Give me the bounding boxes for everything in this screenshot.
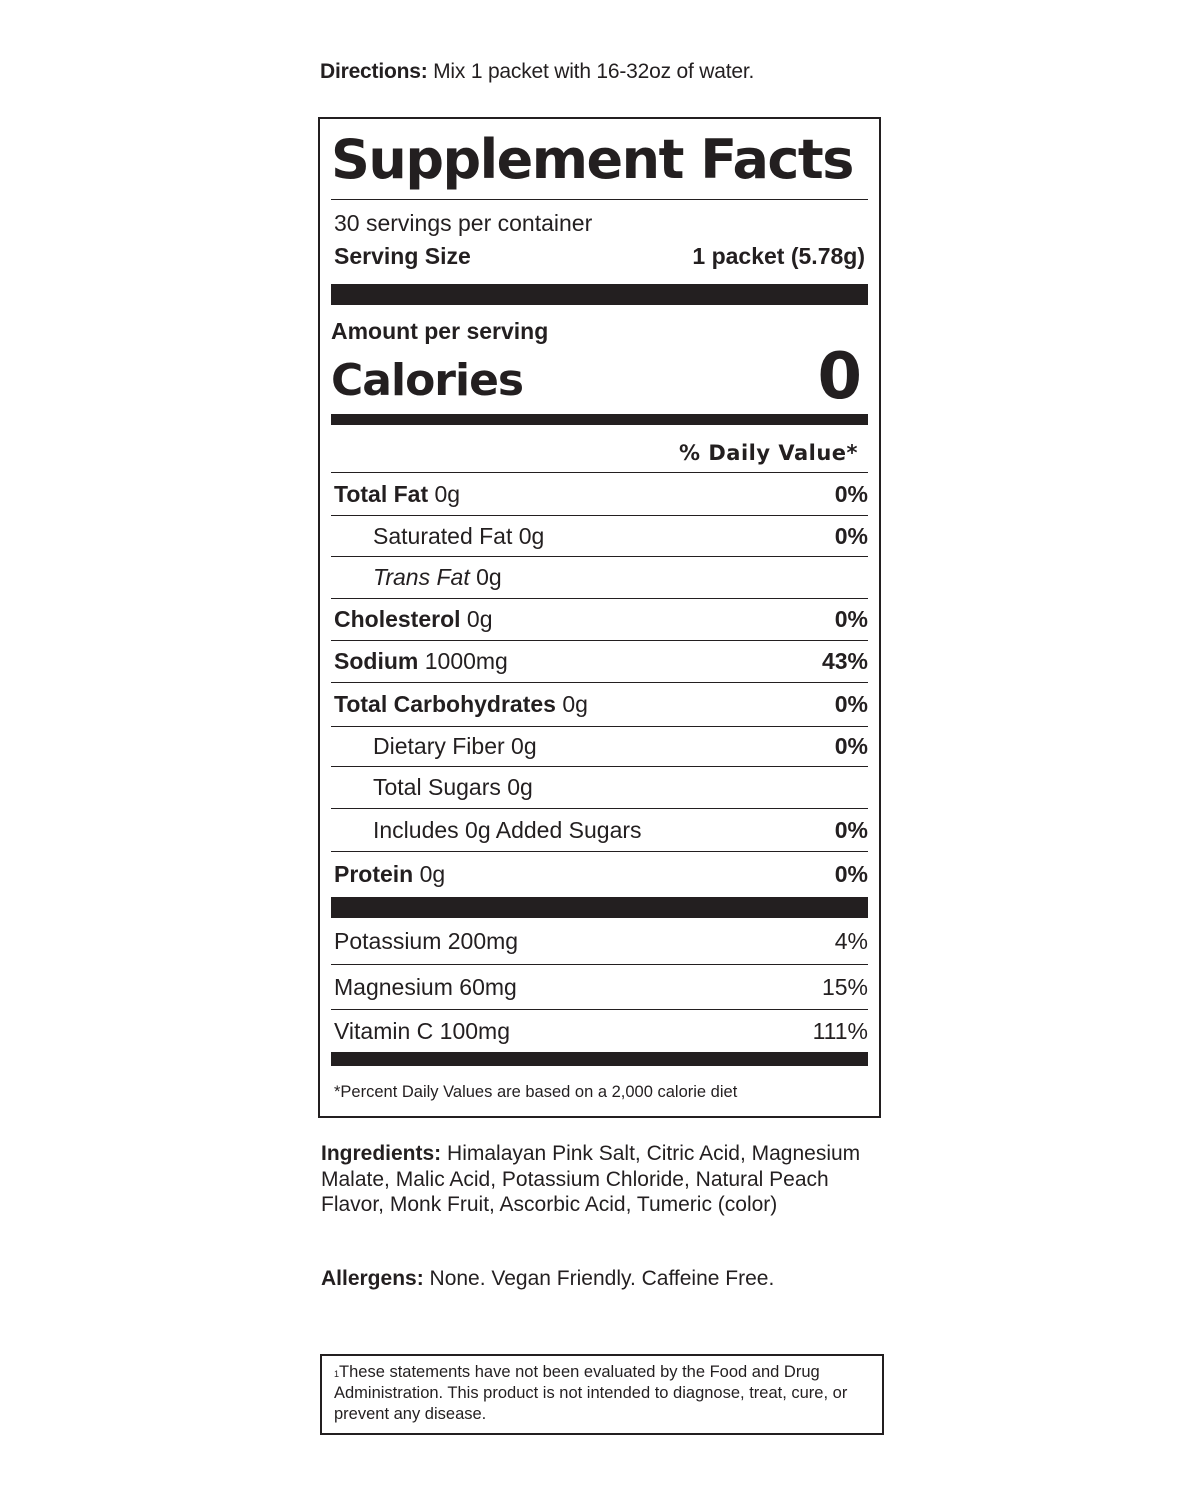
mineral-dv: 4%	[834, 927, 868, 954]
nutrient-dv: 0%	[834, 691, 868, 717]
nutrient-dv: 0%	[834, 480, 868, 507]
nutrient-name: Protein	[334, 861, 414, 887]
ingredients	[321, 1141, 861, 1218]
nutrient-row-protein	[331, 851, 868, 897]
nutrient-row-cholesterol	[331, 598, 868, 640]
divider	[331, 199, 868, 200]
nutrient-row-saturated-fat	[331, 515, 868, 556]
nutrient-name: Dietary Fiber	[373, 733, 505, 759]
nutrient-amount: 0g	[500, 774, 533, 800]
nutrient-name: Cholesterol	[334, 606, 461, 632]
nutrient-name: Saturated Fat	[373, 522, 513, 549]
directions	[320, 60, 754, 84]
nutrient-dv: 0%	[834, 816, 868, 843]
calories-value: 0	[817, 340, 862, 414]
nutrient-name: Sodium	[334, 648, 419, 674]
nutrient-row-sodium	[331, 640, 868, 682]
serving-size-label: Serving Size	[334, 243, 471, 269]
nutrient-row-dietary-fiber	[331, 726, 868, 766]
ingredients-text: Himalayan Pink Salt, Citric Acid, Magnesium Malate, Malic Acid, Potassium Chloride, Natural Peach Flavor, Monk Fruit, Ascorbic Acid, Tumeric (color)	[321, 1142, 861, 1216]
nutrient-dv: 43%	[821, 648, 868, 674]
facts-title: Supplement Facts	[331, 128, 853, 191]
directions-text: Mix 1 packet with 16-32oz of water.	[427, 60, 755, 83]
mineral-row-vitamin-c	[331, 1009, 868, 1052]
mineral-label: Vitamin C 100mg	[334, 1017, 510, 1044]
servings-per-container: 30 servings per container	[334, 210, 593, 236]
fda-disclaimer	[320, 1354, 884, 1435]
nutrient-name: Total Sugars	[373, 774, 501, 800]
serving-size-row	[331, 243, 868, 270]
nutrient-row-total-sugars	[331, 766, 868, 808]
mineral-dv: 15%	[821, 973, 868, 1000]
mineral-dv: 111%	[812, 1017, 868, 1044]
nutrient-row-added-sugars	[331, 808, 868, 851]
thick-divider	[331, 897, 868, 918]
nutrient-row-total-fat	[331, 472, 868, 515]
mineral-row-magnesium	[331, 964, 868, 1009]
nutrient-name: Trans Fat	[373, 564, 470, 590]
nutrient-name: Total Fat	[334, 480, 429, 507]
nutrient-amount: 0g	[413, 861, 446, 887]
supplement-facts-panel	[318, 117, 881, 1118]
nutrient-amount: 0g	[428, 480, 461, 507]
daily-value-footnote: *Percent Daily Values are based on a 2,000 calorie diet	[334, 1083, 738, 1101]
amount-per-serving: Amount per serving	[331, 318, 549, 344]
nutrient-dv: 0%	[834, 861, 868, 887]
allergens-label: Allergens:	[321, 1267, 424, 1290]
mineral-label: Potassium 200mg	[334, 927, 519, 954]
medium-divider	[331, 414, 868, 425]
daily-value-header: % Daily Value*	[679, 441, 858, 465]
nutrient-dv: 0%	[834, 522, 868, 549]
mineral-row-potassium	[331, 918, 868, 964]
nutrient-name: Total Carbohydrates	[334, 691, 556, 717]
serving-size-value: 1 packet (5.78g)	[692, 243, 865, 269]
nutrient-amount: 0g	[555, 691, 588, 717]
allergens	[321, 1267, 774, 1291]
nutrient-dv: 0%	[834, 606, 868, 632]
disclaimer-text: These statements have not been evaluated by the Food and Drug Administration. This product is not intended to diagnose, treat, cure, or prevent any disease.	[334, 1363, 848, 1423]
nutrient-amount: 1000mg	[418, 648, 508, 674]
calories-row	[331, 340, 868, 414]
thick-divider	[331, 1052, 868, 1066]
nutrient-row-total-carbohydrates	[331, 682, 868, 726]
nutrient-name: Includes 0g Added Sugars	[373, 816, 642, 843]
calories-label: Calories	[331, 355, 524, 406]
nutrient-amount: 0g	[460, 606, 493, 632]
mineral-label: Magnesium 60mg	[334, 973, 517, 1000]
nutrient-row-trans-fat	[331, 556, 868, 598]
directions-label: Directions:	[320, 60, 428, 83]
nutrient-amount: 0g	[469, 564, 502, 590]
nutrient-amount: 0g	[512, 522, 545, 549]
ingredients-label: Ingredients:	[321, 1142, 442, 1165]
nutrient-dv: 0%	[834, 733, 868, 759]
nutrient-amount: 0g	[504, 733, 537, 759]
thick-divider	[331, 284, 868, 305]
allergens-text: None. Vegan Friendly. Caffeine Free.	[423, 1267, 775, 1290]
disclaimer-marker: 1	[334, 1369, 340, 1379]
